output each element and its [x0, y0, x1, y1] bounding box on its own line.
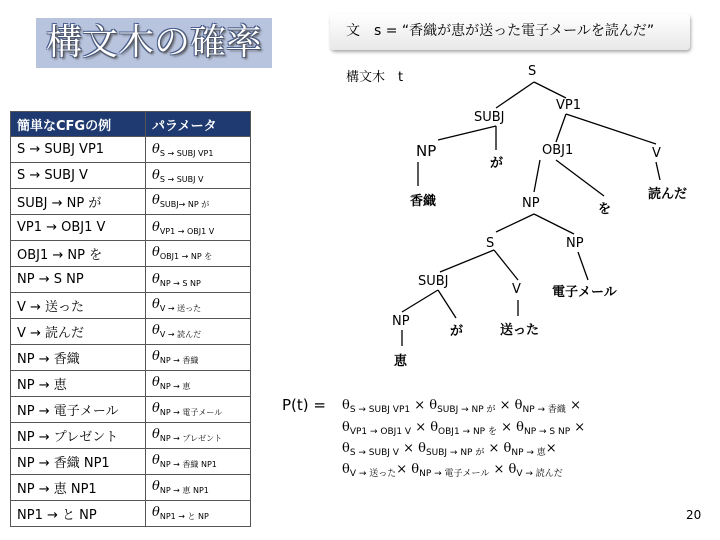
- theta-symbol: θ: [152, 453, 160, 468]
- theta-symbol: θ: [152, 219, 160, 235]
- tree-node-s-2: S: [486, 236, 495, 251]
- formula-subscript: NP → 恵: [511, 448, 546, 458]
- formula-term: × θ: [411, 420, 439, 435]
- theta-symbol: θ: [152, 141, 160, 157]
- tree-node-megumi: 恵: [394, 354, 408, 369]
- theta-symbol: θ: [152, 323, 160, 338]
- parameter-subscript: NP → 恵 NP1: [159, 486, 209, 495]
- rule-cell: NP1 → と NP: [11, 501, 146, 527]
- tree-node-okutta: 送った: [500, 323, 540, 338]
- theta-symbol: θ: [152, 427, 160, 442]
- formula-term: ×: [545, 441, 557, 456]
- tree-node-np-2: NP: [522, 196, 540, 211]
- formula-term: ×: [565, 398, 581, 413]
- rule-cell: NP → S NP: [11, 267, 146, 293]
- rule-cell: VP1 → OBJ1 V: [11, 215, 146, 241]
- formula-term: θ: [342, 398, 350, 413]
- formula-subscript: NP → 電子メール: [419, 469, 490, 479]
- theta-symbol: θ: [152, 297, 160, 312]
- formula-term: θ: [342, 420, 350, 435]
- tree-node-email: 電子メール: [552, 285, 617, 300]
- theta-symbol: θ: [152, 245, 160, 260]
- formula-subscript: SUBJ → NP が: [437, 405, 496, 415]
- formula-subscript: NP → S NP: [523, 427, 571, 437]
- formula-line: [342, 462, 563, 479]
- parameter-subscript: VP1 → OBJ1 V: [159, 226, 215, 236]
- formula-line: [342, 441, 557, 458]
- formula-term: × θ: [410, 398, 438, 413]
- formula-subscript: V → 読んだ: [516, 469, 563, 479]
- rule-cell: SUBJ → NP が: [11, 189, 146, 215]
- tree-node-subj-2: SUBJ: [418, 274, 449, 289]
- theta-symbol: θ: [152, 375, 160, 390]
- formula-line: [342, 398, 581, 415]
- formula-subscript: S → SUBJ VP1: [349, 405, 411, 415]
- rule-cell: NP → 電子メール: [11, 397, 146, 423]
- theta-symbol: θ: [152, 193, 160, 208]
- parameter-subscript: NP → 電子メール: [159, 408, 223, 417]
- formula-term: ×: [570, 420, 586, 435]
- formula-subscript: NP → 香織: [522, 405, 566, 415]
- theta-symbol: θ: [152, 349, 160, 364]
- rule-cell: V → 送った: [11, 293, 146, 319]
- tree-node-wo: を: [598, 202, 612, 217]
- rule-cell: S → SUBJ V: [11, 163, 146, 189]
- parameter-subscript: SUBJ→ NP が: [159, 200, 210, 209]
- formula-term: × θ: [489, 462, 517, 477]
- column-header-parameter: パラメータ: [146, 112, 251, 137]
- tree-label: 構文木 t: [346, 70, 404, 85]
- theta-symbol: θ: [152, 505, 160, 520]
- theta-symbol: θ: [152, 401, 160, 416]
- tree-node-ga-1: が: [490, 156, 504, 171]
- rule-cell: V → 読んだ: [11, 319, 146, 345]
- column-header-rule: 簡単なCFGの例: [11, 112, 146, 137]
- sentence-box: 文 s = “香織が恵が送った電子メールを読んだ”: [330, 14, 690, 50]
- parameter-subscript: OBJ1 → NP を: [159, 252, 213, 261]
- rule-cell: NP → プレゼント: [11, 423, 146, 449]
- tree-node-kaori: 香織: [410, 194, 437, 209]
- formula-term: × θ: [495, 398, 523, 413]
- theta-symbol: θ: [152, 271, 160, 287]
- formula-term: × θ: [484, 441, 512, 456]
- rule-cell: NP → 香織: [11, 345, 146, 371]
- tree-node-obj1: OBJ1: [542, 143, 574, 158]
- parameter-subscript: NP → プレゼント: [159, 434, 223, 443]
- slide-title: 構文木の確率: [36, 18, 272, 68]
- tree-node-subj: SUBJ: [474, 110, 505, 125]
- formula-term: θ: [342, 441, 350, 456]
- formula-term: × θ: [396, 462, 420, 477]
- rule-cell: NP → 恵: [11, 371, 146, 397]
- theta-symbol: θ: [152, 479, 160, 494]
- rule-cell: NP → 恵 NP1: [11, 475, 146, 501]
- tree-node-vp1: VP1: [556, 98, 582, 113]
- formula-subscript: OBJ1 → NP を: [438, 427, 497, 437]
- formula-subscript: VP1 → OBJ1 V: [349, 427, 412, 437]
- theta-symbol: θ: [152, 167, 160, 183]
- formula-term: × θ: [496, 420, 524, 435]
- rule-cell: NP → 香織 NP1: [11, 449, 146, 475]
- formula-term: × θ: [398, 441, 426, 456]
- parameter-subscript: V → 読んだ: [159, 330, 202, 339]
- tree-node-np-4: NP: [392, 314, 410, 329]
- tree-node-v-1: V: [652, 146, 661, 161]
- tree-node-v-2: V: [512, 282, 521, 297]
- tree-node-np-3: NP: [566, 236, 584, 251]
- formula-subscript: S → SUBJ V: [349, 448, 399, 458]
- formula-term: θ: [342, 462, 350, 477]
- rule-cell: S → SUBJ VP1: [11, 137, 146, 163]
- tree-node-yonda: 読んだ: [648, 187, 688, 202]
- parameter-subscript: S → SUBJ V: [159, 174, 204, 184]
- parameter-subscript: NP1 → と NP: [159, 512, 209, 521]
- parameter-subscript: NP → S NP: [159, 278, 201, 288]
- parameter-subscript: V → 送った: [159, 304, 202, 313]
- formula-line: [342, 420, 585, 437]
- formula-subscript: V → 送った: [349, 469, 397, 479]
- parameter-subscript: NP → 香織 NP1: [159, 460, 217, 469]
- tree-node-ga-2: が: [450, 324, 464, 339]
- rule-cell: OBJ1 → NP を: [11, 241, 146, 267]
- formula-lead: P(t) =: [282, 396, 326, 414]
- tree-node-s-root: S: [528, 64, 537, 79]
- formula-subscript: SUBJ → NP が: [425, 448, 485, 458]
- parameter-subscript: S → SUBJ VP1: [159, 148, 214, 158]
- parameter-subscript: NP → 香織: [159, 356, 199, 365]
- tree-node-np-1: NP: [416, 142, 437, 160]
- parameter-subscript: NP → 恵: [159, 382, 191, 391]
- page-number: 20: [686, 508, 702, 522]
